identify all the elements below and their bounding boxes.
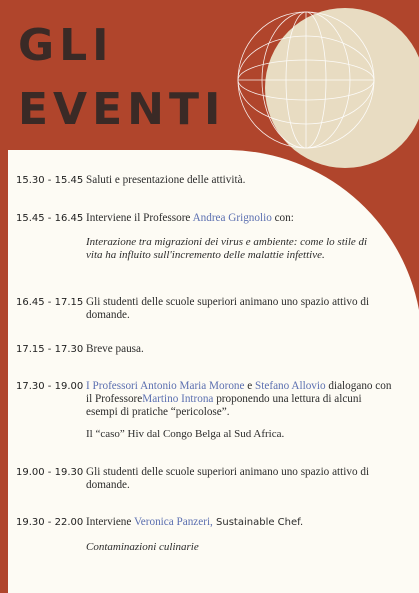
schedule-item xyxy=(16,174,396,187)
time-slot: 15.30 - 15.45 xyxy=(16,175,84,186)
schedule-item xyxy=(16,212,396,225)
schedule-item xyxy=(16,296,396,322)
item-description: Gli studenti delle scuole superiori animano uno spazio attivo di domande. xyxy=(86,466,370,491)
item-description: Gli studenti delle scuole superiori animano uno spazio attivo di domande. xyxy=(86,296,370,321)
speaker-name: Antonio Maria Morone xyxy=(140,380,245,392)
time-slot: 16.45 - 17.15 xyxy=(16,297,84,308)
schedule-item xyxy=(16,343,396,356)
item-description: Interviene Veronica Panzeri, Sustainable Chef. xyxy=(86,516,304,528)
item-description: Breve pausa. xyxy=(86,343,144,355)
item-description: Saluti e presentazione delle attività. xyxy=(86,174,246,186)
time-slot: 19.30 - 22.00 xyxy=(16,517,84,528)
item-description: Interviene il Professore Andrea Grignolio con: xyxy=(86,212,294,224)
item-description: I Professori Antonio Maria Morone e Stefano Allovio dialogano con il ProfessoreMartino Introna proponendo una lettura di alcuni esempi di pratiche “pericolose”. xyxy=(86,380,392,418)
beige-circle xyxy=(265,8,419,168)
time-slot: 17.15 - 17.30 xyxy=(16,344,84,355)
speaker-name: Martino Introna xyxy=(142,393,214,405)
speaker-name: Andrea Grignolio xyxy=(192,212,272,224)
speaker-name: Stefano Allovio xyxy=(255,380,326,392)
session-note: Il “caso” Hiv dal Congo Belga al Sud Africa. xyxy=(86,428,285,440)
speaker-name: Veronica Panzeri, xyxy=(133,516,213,528)
time-slot: 17.30 - 19.00 xyxy=(16,381,84,392)
title-line-1: GLI xyxy=(18,20,114,71)
schedule-item xyxy=(16,466,396,492)
talk-title: Interazione tra migrazioni dei virus e ambiente: come lo stile di vita ha influito sull'incremento delle malattie infettive. xyxy=(86,236,368,261)
schedule-item xyxy=(16,516,396,529)
time-slot: 15.45 - 16.45 xyxy=(16,213,84,224)
title-line-2: EVENTI xyxy=(18,84,226,135)
schedule-item xyxy=(16,380,396,419)
time-slot: 19.00 - 19.30 xyxy=(16,467,84,478)
talk-title: Contaminazioni culinarie xyxy=(86,541,199,553)
